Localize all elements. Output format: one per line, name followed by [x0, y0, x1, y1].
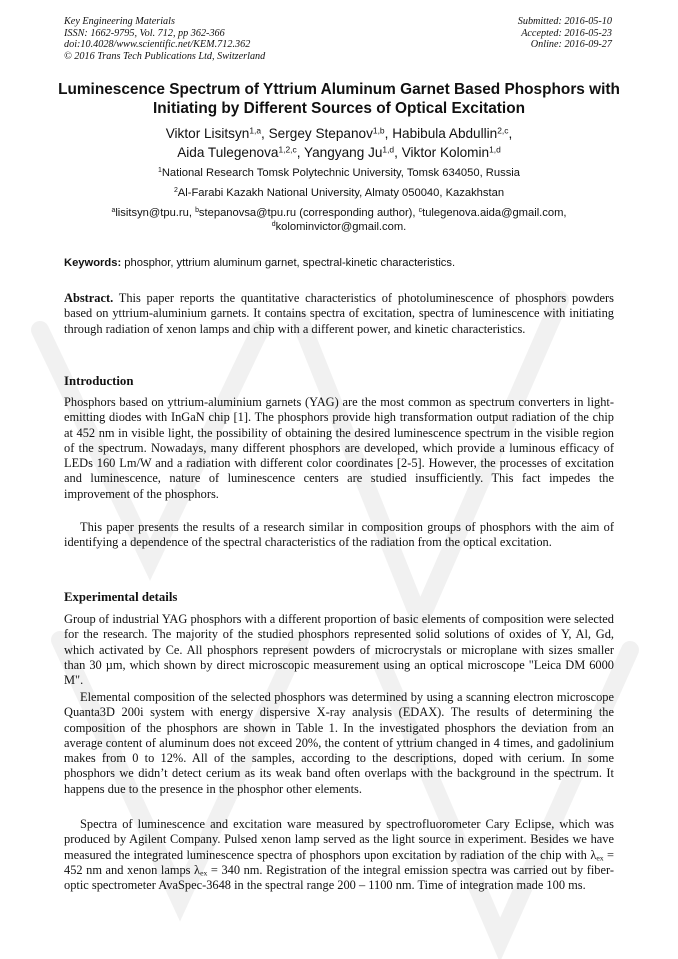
author-list: Viktor Lisitsyn$^{1,a}$, Sergey Stepanov$^{1,b}$, Habibula Abdullin$^{2,c}$, Aida Tulegenova$^{1,2,c}$, Yangyang Ju$^{1,d}$, Viktor Kolomin$^{1,d}$ — [165, 125, 513, 160]
experimental-paragraph-1: Group of industrial YAG phosphors with a different proportion of basic elements of composition were selected for the research. The majority of the studied phosphors represented solid solutions of oxides of Y, Al, Gd, which activated by Ce. All phosphors represent powders of microcrystals or microplane with sizes smaller than 30 µm, which shown by direct microscopic measurement using an optical microscope "Leica DM 6000 M". — [64, 612, 614, 688]
affiliation-1: $^1$National Research Tomsk Polytechnic University, Tomsk 634050, Russia — [157, 167, 520, 179]
journal-name: Key Engineering Materials — [64, 16, 175, 27]
author-name: Viktor Kolomin — [401, 145, 490, 160]
intro-paragraph-2: This paper presents the results of a research similar in composition groups of phosphors with the aim of identifying a dependence of the spectral characteristics of the radiation from the optical excitation. — [64, 520, 614, 550]
section-heading-introduction: Introduction — [64, 374, 134, 388]
affiliation-2: $^2$Al-Farabi Kazakh National University, Almaty 050040, Kazakhstan — [173, 187, 505, 199]
abstract-label: Abstract. — [64, 291, 114, 305]
author-sup: 1,d — [489, 144, 501, 155]
journal-doi: doi:10.4028/www.scientific.net/KEM.712.362 — [64, 39, 251, 51]
author-name: Sergey Stepanov — [268, 126, 373, 141]
keywords-label: Keywords: — [64, 257, 122, 269]
intro-paragraph-1: Phosphors based on yttrium-aluminium garnets (YAG) are the most common as spectrum converters in light-emitting diodes with InGaN chip [1]. The phosphors provide high transformation output radiation of the chip at 452 nm in visible light, the possibility of obtaining the desired luminescence spectrum in the visible region of the spectrum. Nowadays, many different phosphors are developed, which provide a luminous efficacy of LEDs 160 Lm/W and a radiation with different color coordinates [2-5]. However, the processes of excitation and luminescence, nature of luminescence centers are studied insufficiently. This fact impedes the improvement of the phosphors. — [64, 395, 614, 501]
experimental-paragraph-3: Spectra of luminescence and excitation ware measured by spectrofluorometer Cary Eclipse, which was produced by Agilent Company. Pulsed xenon lamp served as the light source in experiment. Besides we have measured the integrated luminescence spectra of phosphors upon excitation by radiation of the chip with $\lambda_{ex} = 452$ nm and xenon lamps $\lambda_{ex} = 340$ nm. Registration of the integral emission spectra was carried out by fiber-optic spectrometer AvaSpec-3648 in the spectral range 200 – 1100 nm. Time of integration made 100 ms. — [64, 817, 614, 893]
publication-dates — [518, 16, 612, 51]
author-name: Aida Tulegenova — [177, 145, 279, 160]
author-sup: 2,c — [497, 125, 509, 136]
paper-title: Luminescence Spectrum of Yttrium Aluminum Garnet Based Phosphors with Initiating by Different Sources of Optical Excitation — [58, 81, 620, 117]
author-emails: $^a$lisitsyn@tpu.ru, $^b$stepanovsa@tpu.ru (corresponding author), $^c$tulegenova.aida@gmail.com, $^d$kolominvictor@gmail.com. — [111, 207, 567, 233]
abstract — [64, 291, 614, 337]
author-sup: 1,a — [249, 125, 262, 136]
email: tulegenova.aida@gmail.com, — [422, 207, 567, 219]
journal-copyright: © 2016 Trans Tech Publications Ltd, Switzerland — [64, 50, 266, 62]
date-online: Online: 2016-09-27 — [530, 39, 612, 51]
author-sup: 1,d — [382, 144, 395, 155]
author-name: Yangyang Ju — [304, 145, 383, 160]
author-sup: 1,2,c — [278, 144, 297, 155]
email: lisitsyn@tpu.ru, — [115, 207, 196, 219]
email: stepanovsa@tpu.ru (corresponding author), — [198, 207, 419, 219]
date-accepted: Accepted: 2016-05-23 — [521, 27, 612, 39]
keywords — [64, 256, 614, 270]
abstract-text: This paper reports the quantitative characteristics of photoluminescence of phosphors powders based on yttrium-aluminium garnets. It contains spectra of excitation, spectra of luminescence with initiating through radiation of xenon lamps and chip with a different power, and kinetic characteristics. — [64, 291, 614, 336]
email: kolominvictor@gmail.com. — [275, 221, 407, 233]
keywords-text: phosphor, yttrium aluminum garnet, spectral-kinetic characteristics. — [121, 257, 456, 269]
section-heading-experimental: Experimental details — [64, 590, 178, 604]
journal-info — [64, 16, 265, 62]
date-submitted: Submitted: 2016-05-10 — [517, 16, 612, 27]
author-name: Viktor Lisitsyn — [165, 126, 250, 141]
journal-issn: ISSN: 1662-9795, Vol. 712, pp 362-366 — [64, 27, 225, 39]
author-sup: 1,b — [372, 125, 385, 136]
author-name: Habibula Abdullin — [392, 126, 498, 141]
experimental-paragraph-2: Elemental composition of the selected phosphors was determined by using a scanning electron microscope Quanta3D 200i system with energy dispersive X-ray analysis (EDAX). The results of determining the composition of the phosphors are shown in Table 1. In the investigated phosphors the deviation from an average content of aluminum does not exceed 20%, the content of yttrium changed in 4 times, and gadolinium makes from 0 to 12%. All of the samples, according to the descriptions, doped with cerium. In some phosphors we didn’t detect cerium as its weak band often overlaps with the background in the spectrum. It happens due to the presence in the phosphor other elements. — [64, 690, 614, 796]
